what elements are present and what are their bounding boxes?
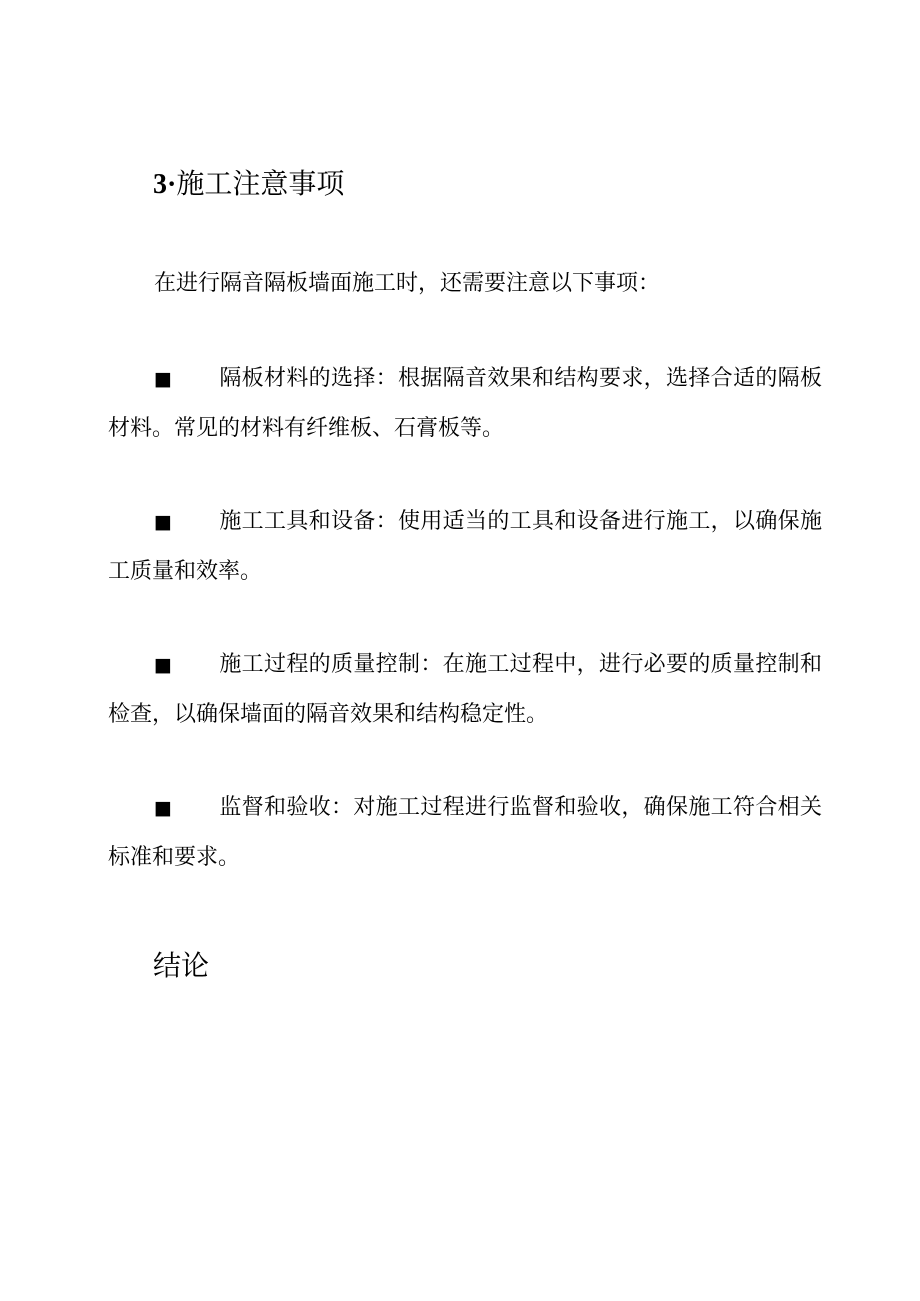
list-item (108, 783, 822, 883)
bullet-square-icon: ■ (154, 511, 172, 533)
section-heading (153, 166, 344, 203)
bullet-square-icon: ■ (154, 654, 172, 676)
list-item-text: 隔板材料的选择：根据隔音效果和结构要求，选择合适的隔板材料。常见的材料有纤维板、石膏板等。 (108, 366, 822, 441)
bullet-square-icon: ■ (154, 797, 172, 819)
intro-paragraph: 在进行隔音隔板墙面施工时，还需要注意以下事项： (154, 271, 661, 296)
list-item-text: 施工工具和设备：使用适当的工具和设备进行施工，以确保施工质量和效率。 (108, 509, 822, 584)
list-item (108, 497, 822, 597)
conclusion-heading: 结论 (153, 949, 210, 982)
list-item (108, 354, 822, 454)
list-item-text: 施工过程的质量控制：在施工过程中，进行必要的质量控制和检查，以确保墙面的隔音效果和结构稳定性。 (108, 652, 822, 727)
bullet-square-icon: ■ (154, 368, 172, 390)
list-item-text: 监督和验收：对施工过程进行监督和验收，确保施工符合相关标准和要求。 (108, 795, 822, 870)
list-item (108, 640, 822, 740)
section-number: 3· (153, 169, 177, 200)
section-title: 施工注意事项 (176, 167, 345, 200)
